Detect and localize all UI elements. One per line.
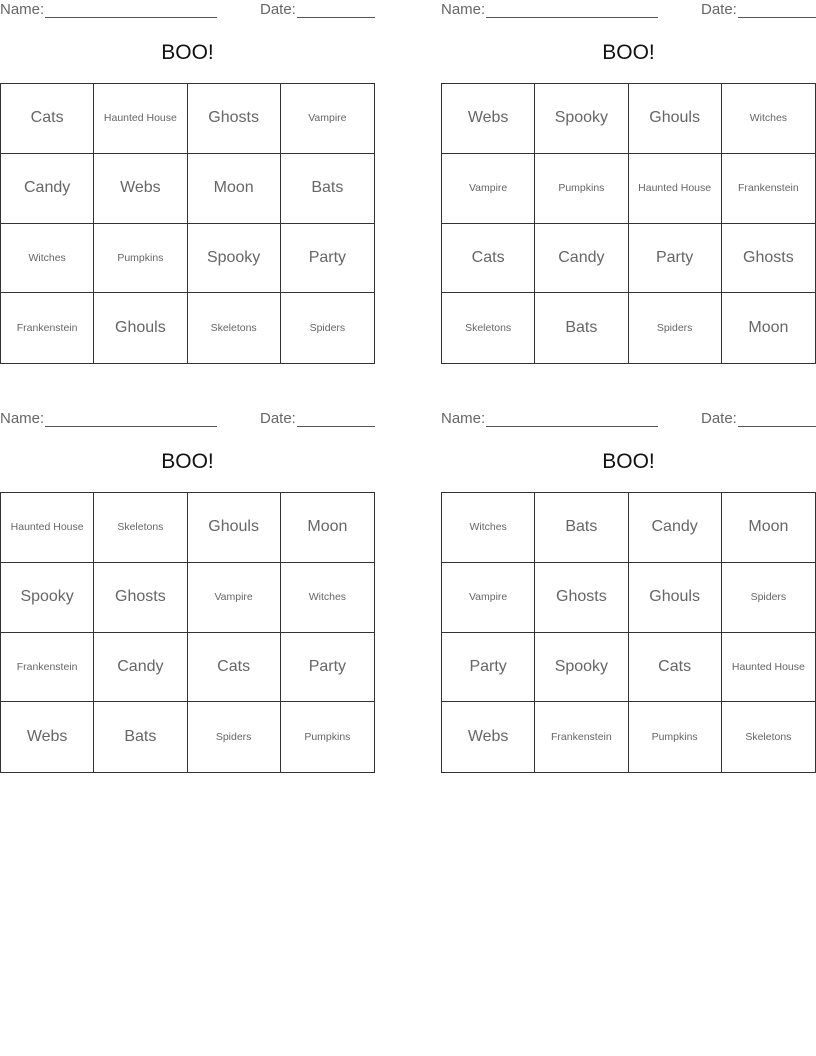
bingo-grid [0,83,375,364]
bingo-card [441,409,816,769]
bingo-cell: Pumpkins [304,731,351,744]
bingo-cell: Moon [281,493,374,563]
bingo-cell: Ghouls [188,493,281,563]
bingo-cell: Ghouls [629,563,722,633]
name-blank-line[interactable] [45,426,217,427]
bingo-cell: Spiders [722,563,815,633]
bingo-cell: Witches [722,84,815,154]
bingo-cell: Spooky [535,84,628,154]
bingo-cell: Party [281,224,374,294]
bingo-cell: Webs [94,154,187,224]
name-date-row [0,1,375,21]
bingo-cell: Webs [1,702,94,772]
bingo-cell: Haunted House [94,84,187,154]
bingo-cell: Vampire [442,154,535,224]
bingo-cell: Skeletons [745,731,792,744]
bingo-cell: Ghosts [94,563,187,633]
bingo-cell: Moon [748,319,789,337]
date-label: Date: [701,410,737,427]
bingo-cell: Spooky [535,633,628,703]
bingo-cell: Spiders [188,702,281,772]
date-label: Date: [260,410,296,427]
bingo-cell: Ghosts [722,224,815,294]
bingo-cell: Party [281,633,374,703]
card-title: BOO! [161,450,214,473]
bingo-cell: Bats [535,293,628,363]
bingo-cell: Vampire [281,84,374,154]
card-title: BOO! [602,450,655,473]
bingo-cell: Witches [281,563,374,633]
bingo-cell: Webs [442,702,535,772]
bingo-cell: Ghosts [535,563,628,633]
bingo-cell: Frankenstein [722,154,815,224]
bingo-card [0,409,375,769]
bingo-cell: Skeletons [94,493,187,563]
date-label: Date: [701,1,737,18]
bingo-cell: Party [629,224,722,294]
bingo-cell: Pumpkins [629,702,722,772]
bingo-cell: Frankenstein [1,633,94,703]
name-date-row [441,410,816,430]
name-label: Name: [441,410,486,427]
bingo-cell: Webs [442,84,535,154]
date-blank-line[interactable] [738,426,816,427]
bingo-cell: Witches [442,493,535,563]
date-blank-line[interactable] [738,17,816,18]
bingo-cell: Candy [94,633,187,703]
bingo-cell: Frankenstein [1,293,94,363]
name-date-row [441,1,816,21]
bingo-cell: Cats [188,633,281,703]
bingo-cell: Pumpkins [535,154,628,224]
bingo-card [441,0,816,360]
bingo-cell: Candy [1,154,94,224]
bingo-cell: Spooky [1,563,94,633]
bingo-cell: Candy [535,224,628,294]
name-label: Name: [0,1,45,18]
date-label: Date: [260,1,296,18]
name-blank-line[interactable] [45,17,217,18]
bingo-cell: Vampire [188,563,281,633]
bingo-cell: Moon [188,154,281,224]
card-title: BOO! [602,41,655,64]
bingo-cell: Frankenstein [535,702,628,772]
date-blank-line[interactable] [297,17,375,18]
name-date-row [0,410,375,430]
bingo-grid [0,492,375,773]
bingo-cell: Cats [1,84,94,154]
bingo-grid [441,492,816,773]
bingo-cell: Spiders [309,322,346,335]
name-blank-line[interactable] [486,426,658,427]
bingo-card [0,0,375,360]
bingo-cell: Spiders [629,293,722,363]
bingo-cell: Ghouls [94,293,187,363]
bingo-cell: Moon [722,493,815,563]
bingo-cell: Haunted House [722,633,815,703]
bingo-cell: Spooky [188,224,281,294]
date-blank-line[interactable] [297,426,375,427]
bingo-cell: Haunted House [629,154,722,224]
bingo-cell: Haunted House [1,493,94,563]
bingo-cell: Witches [1,224,94,294]
bingo-cell: Cats [442,224,535,294]
bingo-cell: Vampire [442,563,535,633]
bingo-cell: Party [442,633,535,703]
bingo-grid [441,83,816,364]
name-blank-line[interactable] [486,17,658,18]
name-label: Name: [0,410,45,427]
bingo-cell: Ghosts [188,84,281,154]
bingo-cell: Ghouls [629,84,722,154]
bingo-cell: Bats [94,702,187,772]
bingo-cell: Skeletons [188,293,281,363]
bingo-cell: Candy [629,493,722,563]
bingo-cell: Cats [629,633,722,703]
bingo-cell: Bats [535,493,628,563]
card-title: BOO! [161,41,214,64]
name-label: Name: [441,1,486,18]
bingo-cell: Pumpkins [94,224,187,294]
bingo-cell: Skeletons [442,293,535,363]
bingo-cell: Bats [281,154,374,224]
